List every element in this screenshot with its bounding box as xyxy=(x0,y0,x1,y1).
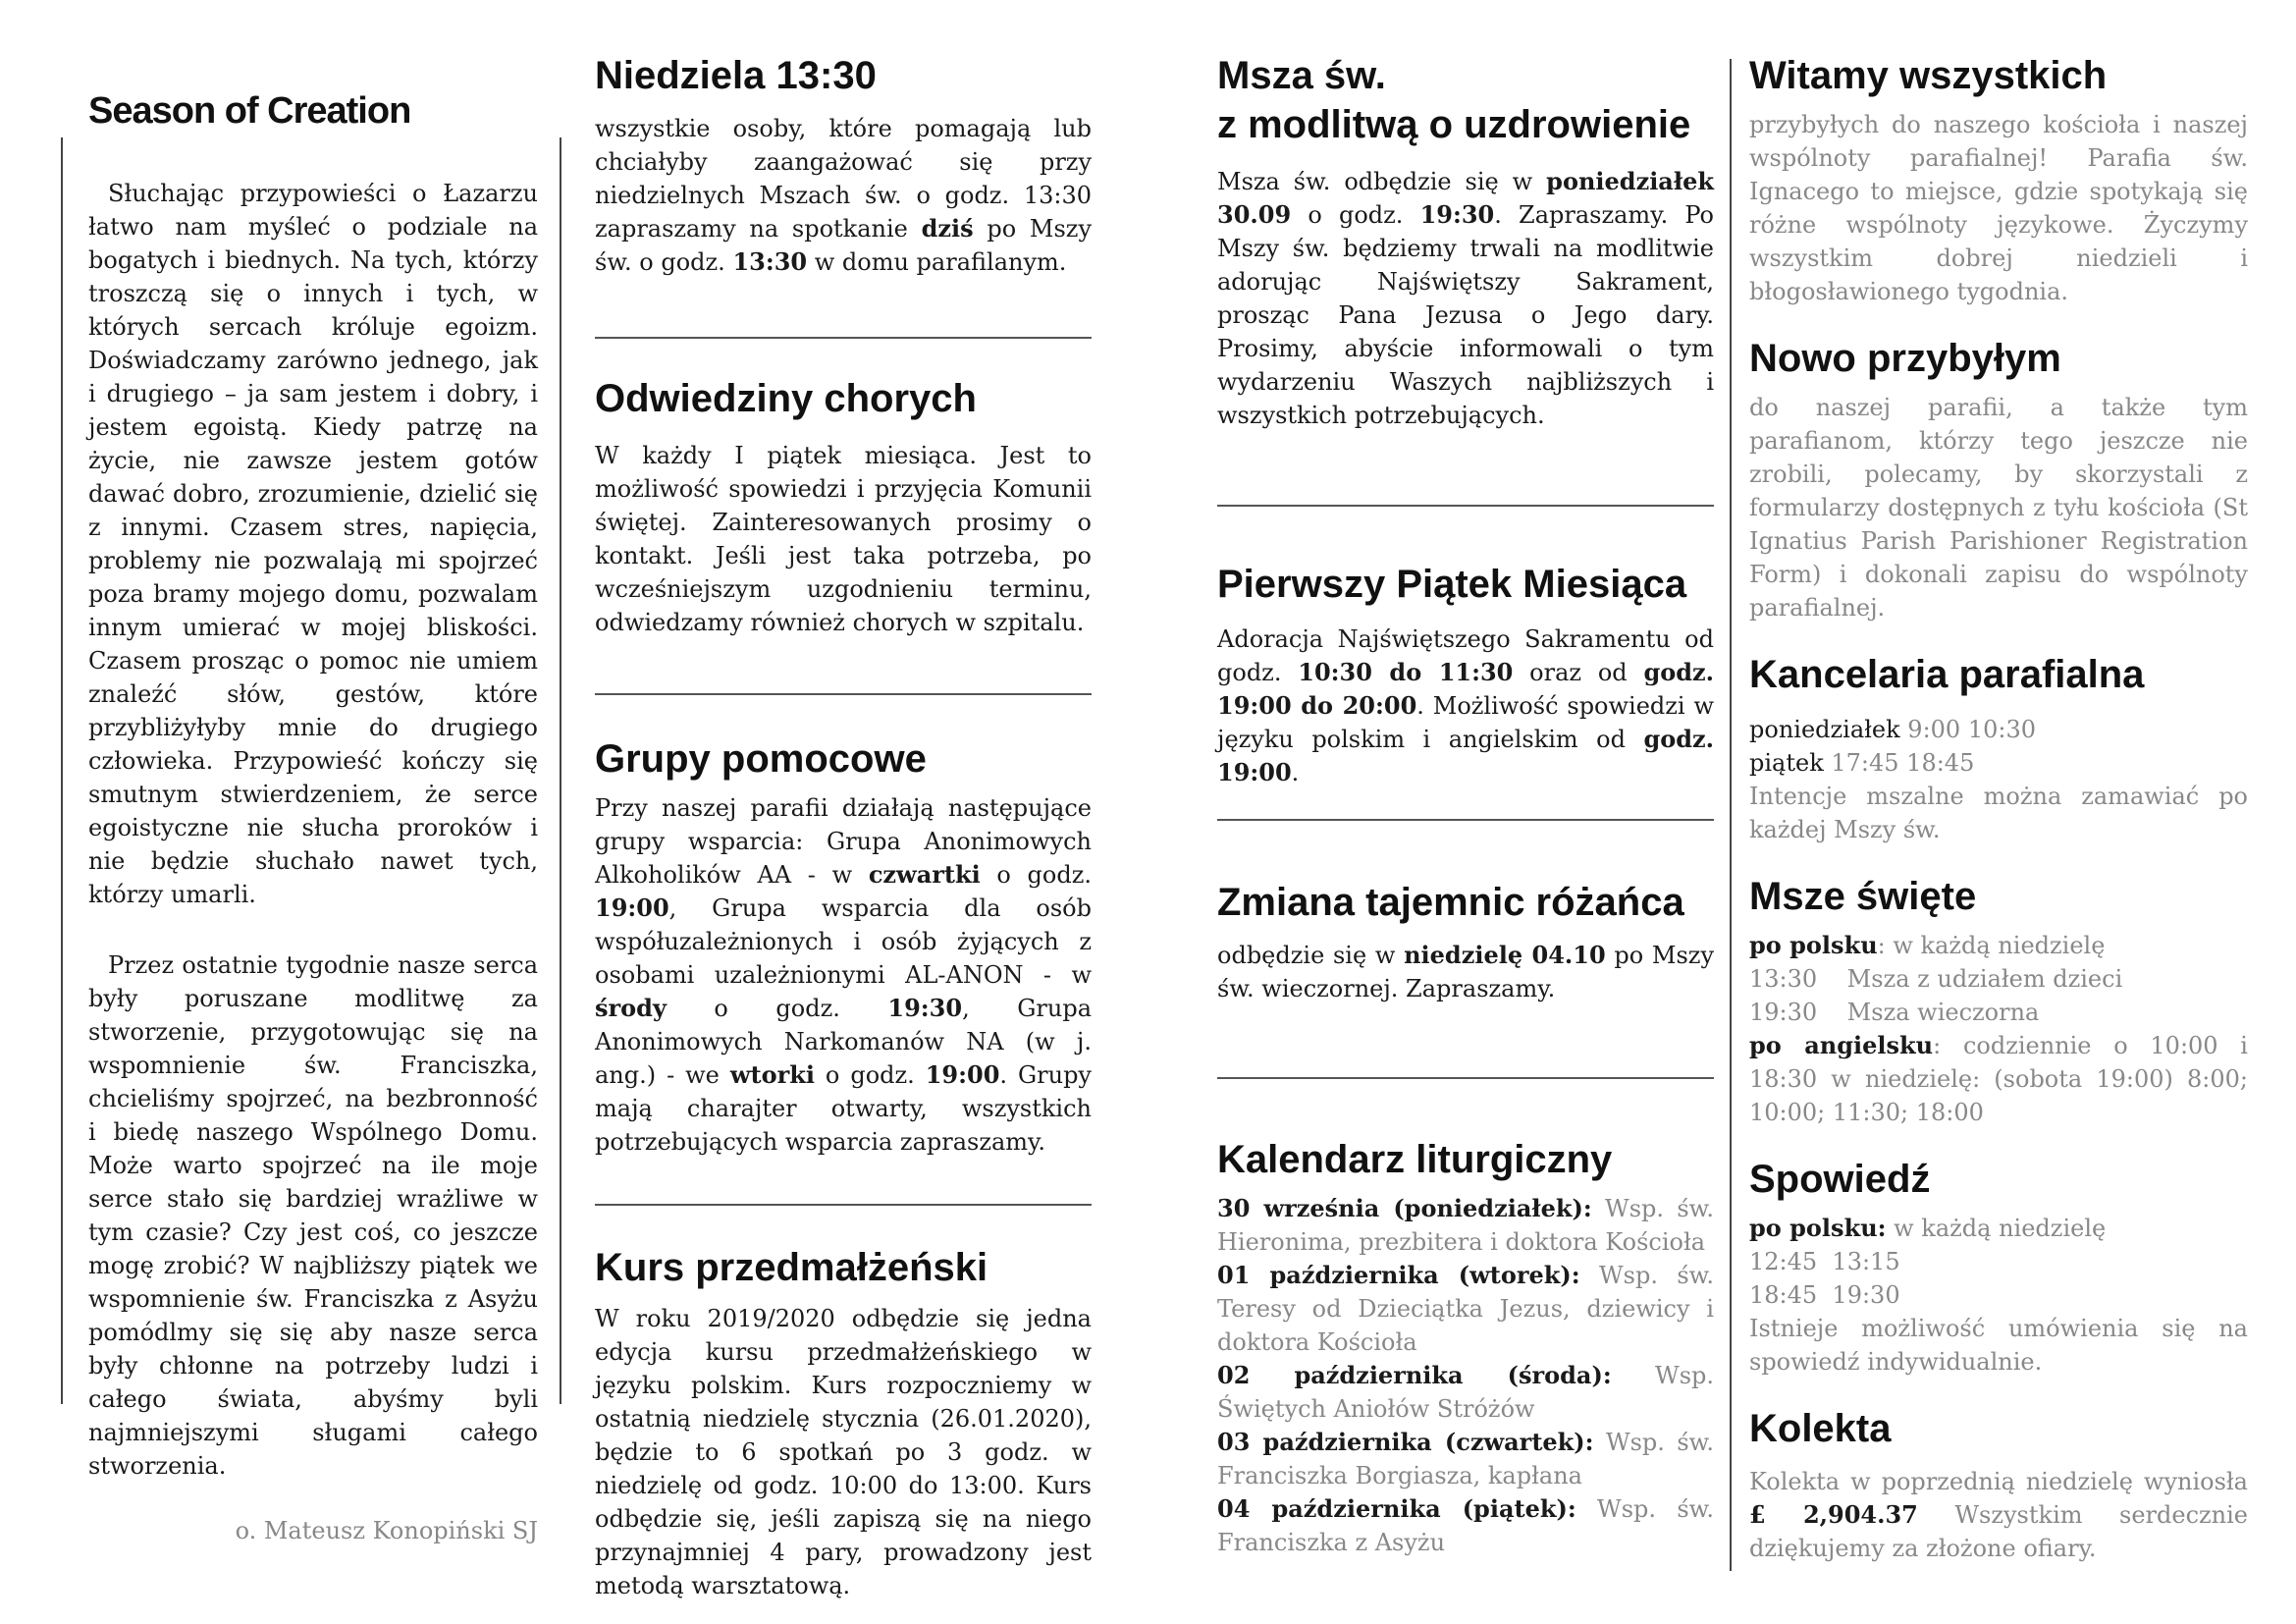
column3-block-4 xyxy=(1217,1135,1714,1559)
column1-left-rule xyxy=(61,137,63,1404)
section-text: wszystkie osoby, które pomagają lub chciałyby zaangażować się przy niedzielnych Mszach św. o godz. 13:30 zapraszamy na spotkanie dziś po Mszy św. o godz. 13:30 w domu parafilanym. xyxy=(595,115,1092,276)
section-zmiana-tajemnic xyxy=(1217,878,1714,1005)
section-msze-swiete xyxy=(1749,872,2248,1129)
section-odwiedziny-chorych xyxy=(595,374,1092,639)
column3-block-3 xyxy=(1217,878,1714,1005)
section-title: Msze święte xyxy=(1749,875,1977,918)
section-text: W roku 2019/2020 odbędzie się jedna edycja kursu przedmałżeńskiego w języku polskim. Kurs rozpoczniemy w ostatnią niedzielę stycznia (26.01.2020), będzie to 6 spotkań po 3 godz. w niedzielę od godz. 10:00 do 13:00. Kurs odbędzie się, jeśli zapiszą się na niego przynajmniej 4 pary, prowadzony jest metodą warsztatową. xyxy=(595,1305,1092,1599)
article-paragraph-1: Słuchając przypowieści o Łazarzu łatwo nam myśleć o podziale na bogatych i biednych. Na tych, którzy troszczą się o innych i tych, w których sercach króluje egoizm. Doświadczamy zarówno jednego, jak i drugiego – ja sam jestem i dobry, i jestem egoistą. Kiedy patrzę na życie, nie zawsze jestem gotów dawać dobro, zrozumienie, dzielić się z innymi. Czasem stres, napięcia, problemy nie pozwalają mi spojrzeć poza bramy mojego domu, pozwalam innym umierać w mojej bliskości. Czasem prosząc o pomoc nie umiem znaleźć słów, gestów, które przybliżyłyby mnie do drugiego człowieka. Przypowieść kończy się smutnym stwierdzeniem, że serce egoistyczne nie słucha proroków i nie będzie słuchało nawet tych, którzy umarli. xyxy=(88,180,538,908)
column-season-of-creation xyxy=(61,88,542,135)
confession-time-2: 18:45 19:30 xyxy=(1749,1281,1900,1309)
section-niedziela-1330 xyxy=(595,51,1092,279)
section-kolekta xyxy=(1749,1404,2248,1565)
mass-polish: po polsku: w każdą niedzielę xyxy=(1749,931,2106,959)
section-title: Pierwszy Piątek Miesiąca xyxy=(1217,563,1687,606)
section-title: Msza św. z modlitwą o uzdrowienie xyxy=(1217,54,1691,146)
section-kalendarz-liturgiczny xyxy=(1217,1135,1714,1559)
section-text: Msza św. odbędzie się w poniedziałek 30.09 o godz. 19:30. Zapraszamy. Po Mszy św. będziemy trwali na modlitwie adorując Najświętszy Sakrament, prosząc Pana Jezusa o Jego dary. Prosimy, abyście informowali o tym wydarzeniu Waszych najbliższych i wszystkich potrzebujących. xyxy=(1217,167,1714,429)
section-title: Kalendarz liturgiczny xyxy=(1217,1138,1613,1181)
office-hours-friday: piątek 17:45 18:45 xyxy=(1749,749,1975,777)
article-paragraph-2: Przez ostatnie tygodnie nasze serca były poruszane modlitwę za stworzenie, przygotowując się na wspomnienie św. Franciszka, chcieliśmy spojrzeć, na bezbronność i biedę naszego Wspólnego Domu. Może warto spojrzeć na ile moje serce stało się bardziej wrażliwe w tym czasie? Czy jest coś, co jeszcze mogę zrobić? W najbliższy piątek we wspomnienie św. Franciszka z Asyżu pomódlmy się się aby nasze serca były chłonne na potrzeby ludzi i całego świata, abyśmy byli najmniejszymi sługami całego stworzenia. xyxy=(88,951,538,1480)
section-grupy-pomocowe xyxy=(595,734,1092,1159)
section-witamy xyxy=(1749,51,2248,308)
section-text: Kolekta w poprzednią niedzielę wyniosła £ 2,904.37 Wszystkim serdecznie dziękujemy za złożone ofiary. xyxy=(1749,1468,2248,1562)
divider xyxy=(1217,1077,1714,1079)
mass-polish-time-2: 19:30 Msza wieczorna xyxy=(1749,999,2040,1026)
section-title-season-of-creation: Season of Creation xyxy=(88,90,411,132)
section-text: Przy naszej parafii działają następujące grupy wsparcia: Grupa Anonimowych Alkoholików AA - w czwartki o godz. 19:00, Grupa wsparcia dla osób współuzależnionych i osób żyjących z osobami uzależnionymi AL-ANON - w środy o godz. 19:30, Grupa Anonimowych Narkomanów NA (w j. ang.) - we wtorki o godz. 19:00. Grupy mają charajter otwarty, wszystkich potrzebujących wsparcia zapraszamy. xyxy=(595,794,1092,1156)
section-title: Zmiana tajemnic różańca xyxy=(1217,881,1684,924)
divider xyxy=(595,693,1092,695)
section-title: Grupy pomocowe xyxy=(595,737,927,781)
section-nowo-przybylym xyxy=(1749,334,2248,624)
column2-block-2 xyxy=(595,374,1092,639)
calendar-entry: 30 września (poniedziałek): Wsp. św. Hieronima, prezbitera i doktora Kościoła xyxy=(1217,1194,1714,1256)
divider xyxy=(1217,819,1714,821)
divider xyxy=(1217,505,1714,507)
column3-block-2 xyxy=(1217,560,1714,789)
section-text: przybyłych do naszego kościoła i naszej wspólnoty parafialnej! Parafia św. Ignacego to miejsce, gdzie spotykają się różne wspólnoty językowe. Życzymy wszystkim dobrej niedzieli i błogosławionego tygodnia. xyxy=(1749,111,2248,305)
section-pierwszy-piatek xyxy=(1217,560,1714,789)
confession-time-1: 12:45 13:15 xyxy=(1749,1248,1900,1275)
section-kancelaria xyxy=(1749,650,2248,846)
divider xyxy=(595,337,1092,339)
section-title: Witamy wszystkich xyxy=(1749,54,2108,97)
calendar-entry: 02 października (środa): Wsp. Świętych Aniołów Stróżów xyxy=(1217,1361,1714,1423)
mass-english: po angielsku: codziennie o 10:00 i 18:30 w niedzielę: (sobota 19:00) 8:00; 10:00; 11:30; 18:00 xyxy=(1749,1031,2248,1126)
calendar-list xyxy=(1217,1192,1714,1559)
calendar-entry: 03 października (czwartek): Wsp. św. Franciszka Borgiasza, kapłana xyxy=(1217,1428,1714,1489)
column-announcements-2 xyxy=(595,51,1092,279)
article-signature: o. Mateusz Konopiński SJ xyxy=(235,1517,538,1544)
column1-body xyxy=(88,177,538,1547)
calendar-entry: 01 października (wtorek): Wsp. św. Teresy od Dzieciątka Jezus, dziewicy i doktora Kościoła xyxy=(1217,1261,1714,1356)
confession-polish: po polsku: w każdą niedzielę xyxy=(1749,1214,2107,1242)
office-hours-monday: poniedziałek 9:00 10:30 xyxy=(1749,716,2036,743)
section-title: Spowiedź xyxy=(1749,1158,1931,1201)
mass-polish-time-1: 13:30 Msza z udziałem dzieci xyxy=(1749,965,2123,993)
section-title: Niedziela 13:30 xyxy=(595,54,877,97)
section-text: Istnieje możliwość umówienia się na spowiedź indywidualnie. xyxy=(1749,1315,2248,1376)
column2-block-3 xyxy=(595,734,1092,1159)
column-announcements-3 xyxy=(1217,51,1714,432)
column2-block-4 xyxy=(595,1243,1092,1602)
column-info xyxy=(1749,51,2248,1565)
section-text: Intencje mszalne można zamawiać po każdej Mszy św. xyxy=(1749,783,2248,843)
section-title: Nowo przybyłym xyxy=(1749,337,2061,380)
section-title: Kancelaria parafialna xyxy=(1749,653,2145,696)
divider xyxy=(595,1204,1092,1206)
section-title: Odwiedziny chorych xyxy=(595,377,977,420)
calendar-entry: 04 października (piątek): Wsp. św. Franciszka z Asyżu xyxy=(1217,1494,1715,1556)
section-text: Adoracja Najświętszego Sakramentu od godz. 10:30 do 11:30 oraz od godz. 19:00 do 20:00. Możliwość spowiedzi w języku polskim i angielskim od godz. 19:00. xyxy=(1217,625,1715,786)
section-text: W każdy I piątek miesiąca. Jest to możliwość spowiedzi i przyjęcia Komunii świętej. Zainteresowanych prosimy o kontakt. Jeśli jest taka potrzeba, po wcześniejszym uzgodnieniu terminu, odwiedzamy również chorych w szpitalu. xyxy=(595,442,1092,636)
section-text: do naszej parafii, a także tym parafianom, którzy tego jeszcze nie zrobili, polecamy, by skorzystali z formularzy dostępnych z tyłu kościoła (St Ignatius Parish Parishioner Registration Form) i dokonali zapisu do wspólnoty parafialnej. xyxy=(1749,394,2248,622)
section-text: odbędzie się w niedzielę 04.10 po Mszy św. wieczornej. Zapraszamy. xyxy=(1217,941,1715,1002)
section-title: Kolekta xyxy=(1749,1407,1892,1450)
column4-left-rule xyxy=(1730,59,1732,1571)
section-spowiedz xyxy=(1749,1155,2248,1379)
section-title: Kurs przedmałżeński xyxy=(595,1246,988,1289)
column1-right-rule xyxy=(560,137,561,1404)
section-msza-uzdrowienie xyxy=(1217,51,1714,432)
section-kurs-przedmalzenski xyxy=(595,1243,1092,1602)
